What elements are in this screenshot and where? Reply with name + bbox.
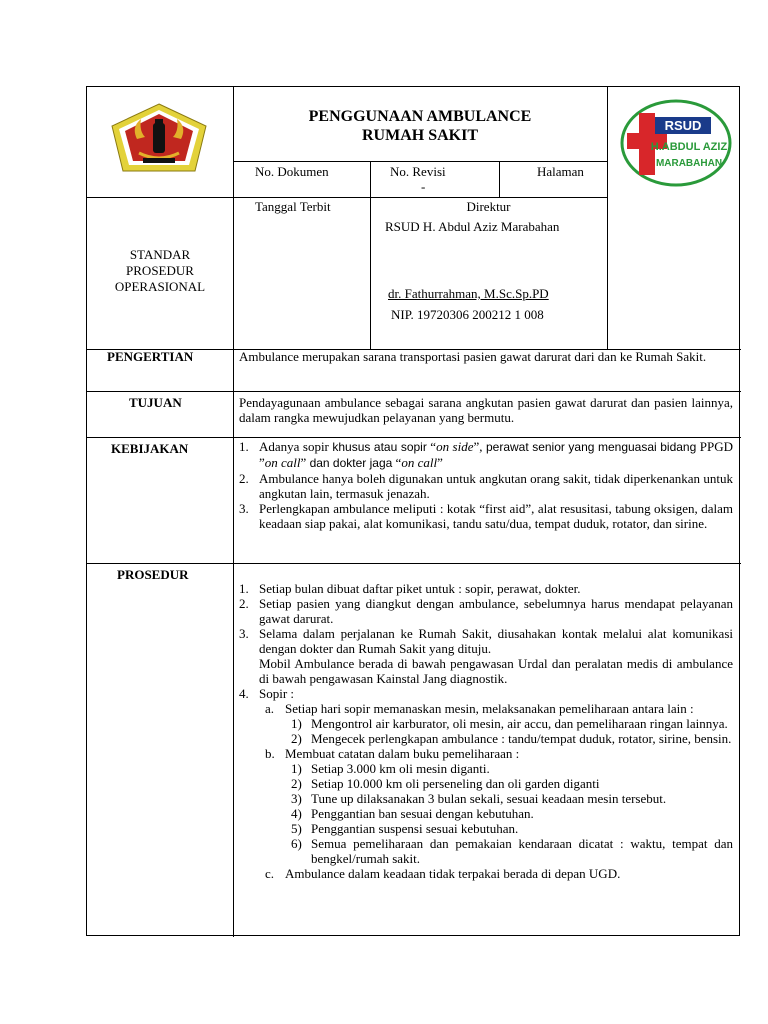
item-text: Setiap 3.000 km oli mesin diganti. <box>311 761 490 776</box>
list-number: 2. <box>239 596 249 611</box>
list-item <box>265 746 733 761</box>
item-text: Ambulance dalam keadaan tidak terpakai berada di depan UGD. <box>285 866 621 881</box>
list-item <box>239 626 733 656</box>
list-number: 5) <box>291 821 302 836</box>
regency-emblem-icon <box>109 101 209 177</box>
list-item <box>291 776 733 791</box>
divider <box>499 161 500 197</box>
list-number: 4) <box>291 806 302 821</box>
item-text: Sopir : <box>259 686 295 701</box>
item-text: Ambulance hanya boleh digunakan untuk angkutan orang sakit, tidak diperkenankan untuk angkutan lain, termasuk jenazah. <box>259 471 733 501</box>
item-text: Mobil Ambulance berada di bawah pengawasan Urdal dan peralatan medis di ambulance di bawah pengawasan Kainstal Jang diagnostik. <box>259 656 733 686</box>
divider <box>87 437 741 438</box>
item-text: Setiap hari sopir memanaskan mesin, melaksanakan pemeliharaan antara lain : <box>285 701 694 716</box>
sop-label <box>87 247 233 295</box>
prosedur-list <box>239 581 733 881</box>
prosedur-label: PROSEDUR <box>117 567 189 582</box>
item-text: Perlengkapan ambulance meliputi : kotak “first aid”, alat resusitasi, tabung oksigen, dalam keadaan siap pakai, alat komunikasi, tandu satu/dua, tempat duduk, rotator, dan sirine. <box>259 501 733 531</box>
pengertian-label: PENGERTIAN <box>107 349 194 364</box>
logo-text-city: MARABAHAN <box>655 158 723 169</box>
item-text: “ <box>426 439 437 454</box>
item-text: “ <box>392 455 402 470</box>
list-item <box>291 821 733 836</box>
divider <box>87 563 741 564</box>
list-item <box>291 761 733 776</box>
list-number: 3) <box>291 791 302 806</box>
list-item <box>239 686 733 701</box>
list-number: 1. <box>239 439 249 454</box>
list-number: c. <box>265 866 275 881</box>
item-text: Membuat catatan dalam buku pemeliharaan : <box>285 746 520 761</box>
list-number: a. <box>265 701 275 716</box>
item-text: Setiap 10.000 km oli perseneling dan oli garden diganti <box>311 776 600 791</box>
item-text: ” <box>300 455 310 470</box>
sop-document <box>86 86 740 936</box>
list-number: 2) <box>291 731 302 746</box>
list-item <box>291 716 733 731</box>
hospital-name: RSUD H. Abdul Aziz Marabahan <box>385 219 560 234</box>
sop-label-line: PROSEDUR <box>126 263 194 278</box>
list-item <box>239 581 733 596</box>
list-number: 1. <box>239 581 249 596</box>
list-number: 4. <box>239 686 249 701</box>
item-text: ” <box>437 455 443 470</box>
list-item <box>291 791 733 806</box>
director-name: dr. Fathurrahman, M.Sc.Sp.PD <box>388 286 549 301</box>
item-text: Mengecek perlengkapan ambulance : tandu/tempat duduk, rotator, sirine, bensin. <box>311 731 732 746</box>
no-revisi-label: No. Revisi <box>390 164 446 179</box>
no-dokumen-label: No. Dokumen <box>255 164 329 179</box>
hospital-logo <box>619 99 733 191</box>
title-line-2: RUMAH SAKIT <box>361 127 478 144</box>
divider <box>233 161 607 162</box>
item-text: ”, <box>473 439 486 454</box>
logo-text-name: H.ABDUL AZIZ <box>650 141 728 153</box>
list-item <box>239 471 733 501</box>
item-text: Penggantian suspensi sesuai kebutuhan. <box>311 821 519 836</box>
regency-emblem <box>109 101 209 177</box>
sub-sub-list <box>265 716 733 746</box>
list-item <box>265 866 733 881</box>
list-number: 2) <box>291 776 302 791</box>
item-text: perawat senior yang menguasai bidang <box>485 440 697 454</box>
sop-label-line: STANDAR <box>129 247 191 262</box>
list-item <box>239 596 733 626</box>
tujuan-text: Pendayagunaan ambulance sebagai sarana angkutan pasien gawat darurat dan pasien lainnya, dalam rangka mewujudkan pelayanan yang bermutu. <box>239 395 733 425</box>
item-text: on call <box>401 455 438 470</box>
item-text: Tune up dilaksanakan 3 bulan sekali, sesuai keadaan mesin tersebut. <box>311 791 667 806</box>
pengertian-text: Ambulance merupakan sarana transportasi pasien gawat darurat dari dan ke Rumah Sakit. <box>239 349 707 364</box>
list-number: 3. <box>239 626 249 641</box>
item-text: on call <box>264 455 301 470</box>
list-item <box>239 501 733 531</box>
item-text: Selama dalam perjalanan ke Rumah Sakit, diusahakan kontak melalui alat komunikasi dengan dokter dan Rumah Sakit yang dituju. <box>259 626 733 656</box>
list-number: 3. <box>239 501 249 516</box>
director-nip: NIP. 19720306 200212 1 008 <box>391 307 544 322</box>
item-text: Mengontrol air karburator, oli mesin, air accu, dan pemeliharaan ringan lainnya. <box>311 716 728 731</box>
page-title <box>233 107 607 145</box>
no-revisi-value: - <box>421 179 426 194</box>
item-text: dan dokter jaga <box>309 456 393 470</box>
kebijakan-label: KEBIJAKAN <box>111 441 189 456</box>
logo-text-rsud: RSUD <box>664 118 702 133</box>
divider <box>87 197 607 198</box>
item-text: Setiap pasien yang diangkut dengan ambulance, sebelumnya harus mendapat pelayanan gawat darurat. <box>259 596 733 626</box>
list-number: 6) <box>291 836 302 851</box>
prosedur-note <box>239 656 733 686</box>
item-text: Semua pemeliharaan dan pemakaian kendaraan dicatat : waktu, tempat dan bengkel/rumah sakit. <box>311 836 733 866</box>
sub-list <box>239 701 733 881</box>
item-text: PPGD ” <box>259 439 733 470</box>
tujuan-label: TUJUAN <box>129 395 182 410</box>
halaman-label: Halaman <box>537 164 584 179</box>
direktur-label: Direktur <box>466 199 511 214</box>
sop-label-line: OPERASIONAL <box>114 279 206 294</box>
divider <box>607 87 608 349</box>
list-item <box>265 701 733 716</box>
item-text: Penggantian ban sesuai dengan kebutuhan. <box>311 806 534 821</box>
list-number: 1) <box>291 716 302 731</box>
divider <box>370 161 371 349</box>
list-number: b. <box>265 746 275 761</box>
list-number: 1) <box>291 761 302 776</box>
item-text: khusus atau sopir <box>332 440 427 454</box>
hospital-logo-icon <box>619 99 733 191</box>
list-item <box>291 806 733 821</box>
list-number: 2. <box>239 471 249 486</box>
list-item <box>291 731 733 746</box>
divider <box>87 391 741 392</box>
sub-sub-list <box>265 761 733 866</box>
kebijakan-list <box>239 439 733 531</box>
list-item <box>291 836 733 866</box>
item-text: on side <box>436 439 474 454</box>
item-text: Setiap bulan dibuat daftar piket untuk : sopir, perawat, dokter. <box>259 581 581 596</box>
list-item <box>239 439 733 471</box>
title-line-1: PENGGUNAAN AMBULANCE <box>308 108 532 125</box>
divider <box>233 349 234 937</box>
tanggal-terbit-label: Tanggal Terbit <box>255 199 331 214</box>
item-text: Adanya sopir <box>259 439 333 454</box>
